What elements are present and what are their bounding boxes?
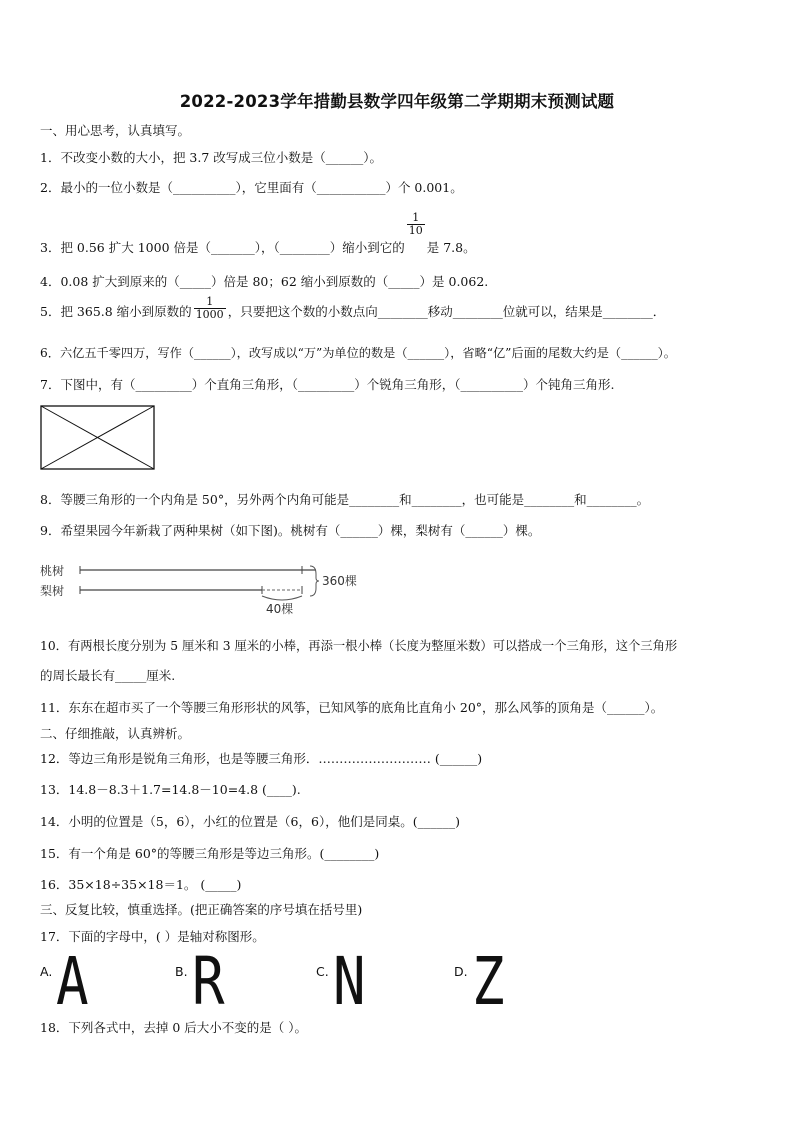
option-a (40, 943, 96, 1020)
question-10-line-1: 10．有两根长度分别为 5 厘米和 3 厘米的小棒，再添一根小棒（长度为整厘米数）可以搭成一个三角形，这个三角形 (40, 639, 678, 653)
question-1: 1．不改变小数的大小，把 3.7 改写成三位小数是（______）。 (40, 150, 383, 165)
letter-n-glyph: N (332, 943, 366, 1020)
option-d-label: D. (454, 964, 468, 979)
letter-a-glyph: A (56, 943, 89, 1020)
question-12: 12．等边三角形是锐角三角形，也是等腰三角形．……………………… (______) (40, 751, 483, 766)
question-10-line-2: 的周长最长有_____厘米. (40, 668, 176, 683)
orchard-segment-diagram (40, 560, 380, 620)
total-brace-path (310, 566, 319, 596)
question-7: 7．下图中，有（_________）个直角三角形，（_________）个锐角三角形，（__________）个钝角三角形. (40, 377, 615, 392)
page-title: 2022-2023学年措勤县数学四年级第二学期期末预测试题 (179, 92, 615, 111)
section-1-heading: 一、用心思考，认真填写。 (40, 123, 191, 138)
question-5-text-a: 5．把 365.8 缩小到原数的 (40, 304, 192, 319)
letter-r-glyph: R (191, 943, 225, 1020)
letter-z-glyph: Z (471, 943, 505, 1020)
question-14: 14．小明的位置是（5，6），小红的位置是（6，6），他们是同桌。(______) (40, 814, 460, 829)
option-c-label: C. (316, 964, 329, 979)
option-b (175, 943, 231, 1020)
triangle-rectangle-figure (40, 405, 156, 471)
option-a-label: A. (40, 964, 53, 979)
section-2-heading: 二、仔细推敲，认真辨析。 (40, 726, 191, 741)
question-17: 17．下面的字母中，( ）是轴对称图形。 (40, 929, 265, 944)
question-3-text-b: 是 7.8。 (426, 240, 476, 255)
fraction-one-tenth (407, 212, 425, 237)
peach-label: 桃树 (40, 564, 65, 578)
question-18: 18．下列各式中，去掉 0 后大小不变的是（ ）。 (40, 1020, 308, 1035)
option-b-label: B. (175, 964, 188, 979)
option-c (316, 943, 372, 1020)
question-9: 9．希望果园今年新栽了两种果树（如下图)。桃树有（______）棵，梨树有（______）棵。 (40, 523, 541, 538)
difference-label: 40棵 (266, 602, 294, 616)
question-6: 6．六亿五千零四万，写作（______），改写成以“万”为单位的数是（______），省略“亿”后面的尾数大约是（______）。 (40, 346, 676, 360)
fraction-denominator: 10 (408, 224, 423, 237)
option-d (454, 943, 511, 1020)
question-8: 8．等腰三角形的一个内角是 50°，另外两个内角可能是________和________，也可能是________和________。 (40, 492, 650, 507)
question-16: 16．35×18÷35×18＝1。 (_____) (40, 877, 242, 892)
question-2: 2．最小的一位小数是（__________），它里面有（___________）个 0.001。 (40, 180, 463, 195)
question-11: 11．东东在超市买了一个等腰三角形形状的风筝，已知风筝的底角比直角小 20°，那么风筝的顶角是（______）。 (40, 700, 664, 715)
total-brace (308, 564, 320, 598)
fraction-denominator: 1000 (195, 308, 224, 321)
question-15: 15．有一个角是 60°的等腰三角形是等边三角形。(________) (40, 846, 380, 861)
section-3-heading: 三、反复比较，慎重选择。(把正确答案的序号填在括号里) (40, 902, 363, 917)
total-label: 360棵 (322, 574, 357, 588)
fraction-numerator: 1 (407, 212, 425, 225)
question-4: 4．0.08 扩大到原来的（_____）倍是 80；62 缩小到原数的（_____）是 0.062. (40, 274, 489, 289)
question-13: 13．14.8－8.3＋1.7=14.8－10=4.8 (____). (40, 782, 301, 797)
question-3 (40, 210, 476, 255)
fraction-one-thousandth (194, 296, 226, 321)
question-5 (40, 295, 666, 325)
fraction-numerator: 1 (194, 296, 226, 309)
pear-label: 梨树 (40, 584, 65, 598)
question-5-text-b: ，只要把这个数的小数点向________移动________位就可以，结果是________． (227, 304, 666, 319)
question-3-text-a: 3．把 0.56 扩大 1000 倍是（_______），（________）缩小到它的 (40, 240, 405, 255)
